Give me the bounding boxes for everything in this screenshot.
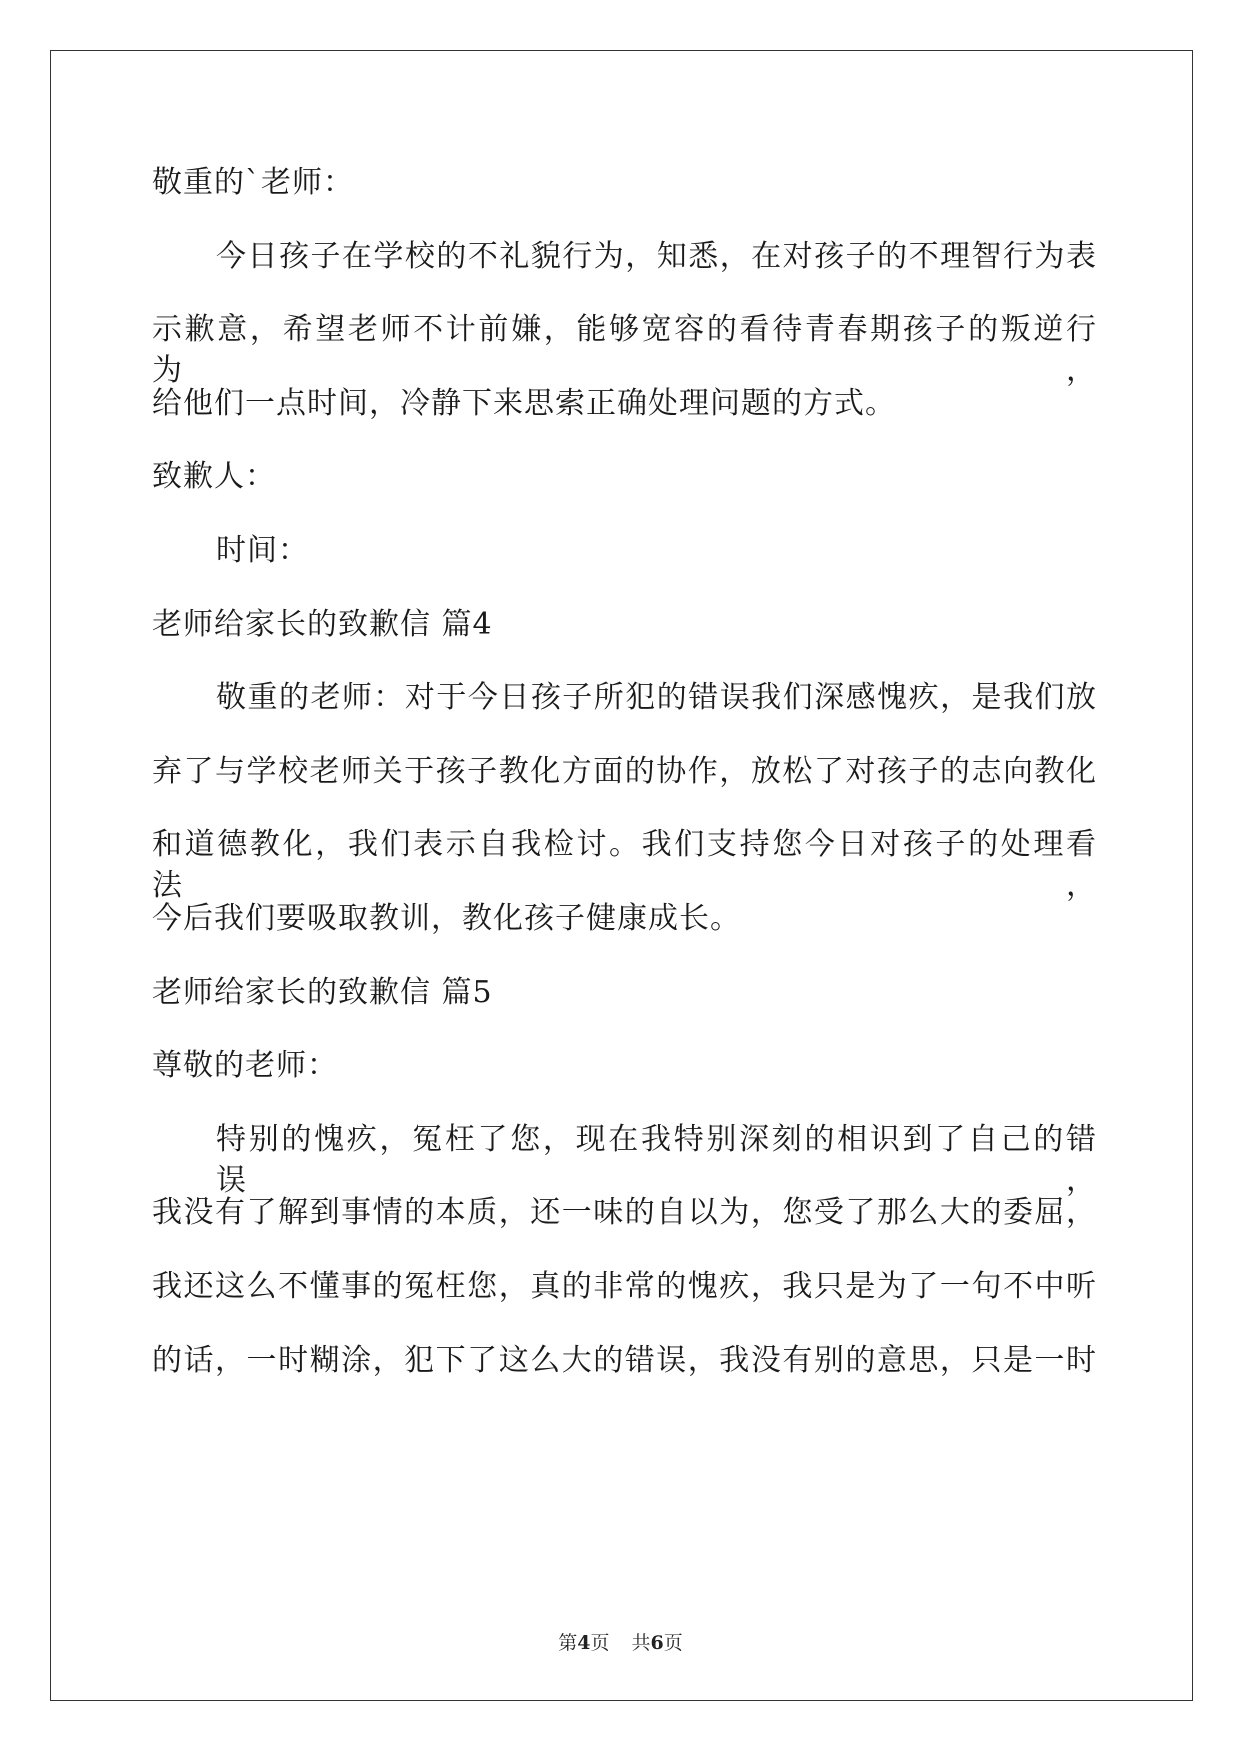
total-page-number: 6 bbox=[650, 1632, 664, 1654]
section-heading: 老师给家长的致歉信 篇4 bbox=[152, 607, 493, 642]
paragraph-line: 的话，一时糊涂，犯下了这么大的错误，我没有别的意思，只是一时 bbox=[152, 1343, 1097, 1378]
page-prefix: 第 bbox=[558, 1632, 578, 1654]
paragraph-line: 敬重的老师：对于今日孩子所犯的错误我们深感愧疚，是我们放 bbox=[216, 680, 1097, 715]
page-suffix: 页 bbox=[590, 1632, 610, 1654]
total-prefix: 共 bbox=[631, 1632, 651, 1654]
paragraph-line: 我还这么不懂事的冤枉您，真的非常的愧疚，我只是为了一句不中听 bbox=[152, 1269, 1097, 1304]
section-heading: 老师给家长的致歉信 篇5 bbox=[152, 975, 493, 1010]
paragraph-line: 示歉意，希望老师不计前嫌，能够宽容的看待青春期孩子的叛逆行为， bbox=[152, 312, 1097, 388]
paragraph-line: 弃了与学校老师关于孩子教化方面的协作，放松了对孩子的志向教化 bbox=[152, 754, 1097, 789]
date-line: 时间： bbox=[216, 533, 309, 568]
paragraph-line: 和道德教化，我们表示自我检讨。我们支持您今日对孩子的处理看法， bbox=[152, 827, 1097, 903]
paragraph-line: 给他们一点时间，冷静下来思索正确处理问题的方式。 bbox=[152, 386, 896, 421]
current-page-number: 4 bbox=[577, 1632, 591, 1654]
salutation-line: 尊敬的老师： bbox=[152, 1048, 338, 1083]
paragraph-line: 我没有了解到事情的本质，还一味的自以为，您受了那么大的委屈， bbox=[152, 1195, 1097, 1230]
paragraph-line: 特别的愧疚，冤枉了您，现在我特别深刻的相识到了自己的错误， bbox=[216, 1122, 1097, 1198]
paragraph-line: 今后我们要吸取教训，教化孩子健康成长。 bbox=[152, 901, 741, 936]
signature-line: 致歉人： bbox=[152, 459, 276, 494]
salutation-line: 敬重的`老师： bbox=[152, 165, 354, 200]
paragraph-line: 今日孩子在学校的不礼貌行为，知悉，在对孩子的不理智行为表 bbox=[216, 239, 1097, 274]
page-footer bbox=[0, 1631, 1241, 1655]
total-suffix: 页 bbox=[663, 1632, 683, 1654]
